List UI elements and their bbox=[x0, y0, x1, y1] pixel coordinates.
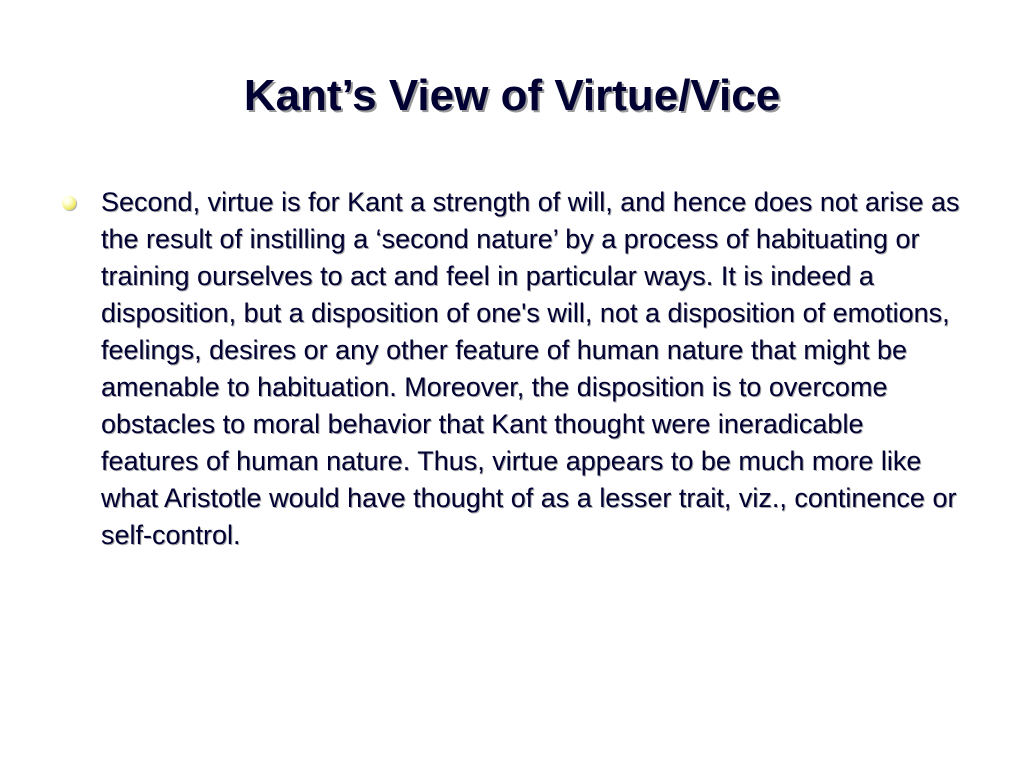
bullet-dot-icon bbox=[62, 196, 76, 210]
bullet-text: Second, virtue is for Kant a strength of will, and hence does not arise as the result of instilling a ‘second nature’ by a process of habituating or training ourselves to act and feel in particular ways. It is indeed a disposition, but a disposition of one's will, not a disposition of emotions, feelings, desires or any other feature of human nature that might be amenable to habituation. Moreover, the disposition is to overcome obstacles to moral behavior that Kant thought were ineradicable features of human nature. Thus, virtue appears to be much more like what Aristotle would have thought of as a lesser trait, viz., continence or self-control. bbox=[101, 187, 960, 550]
slide-title: Kant’s View of Virtue/Vice bbox=[243, 71, 781, 120]
slide-body bbox=[62, 184, 962, 554]
bullet-item bbox=[62, 184, 962, 554]
